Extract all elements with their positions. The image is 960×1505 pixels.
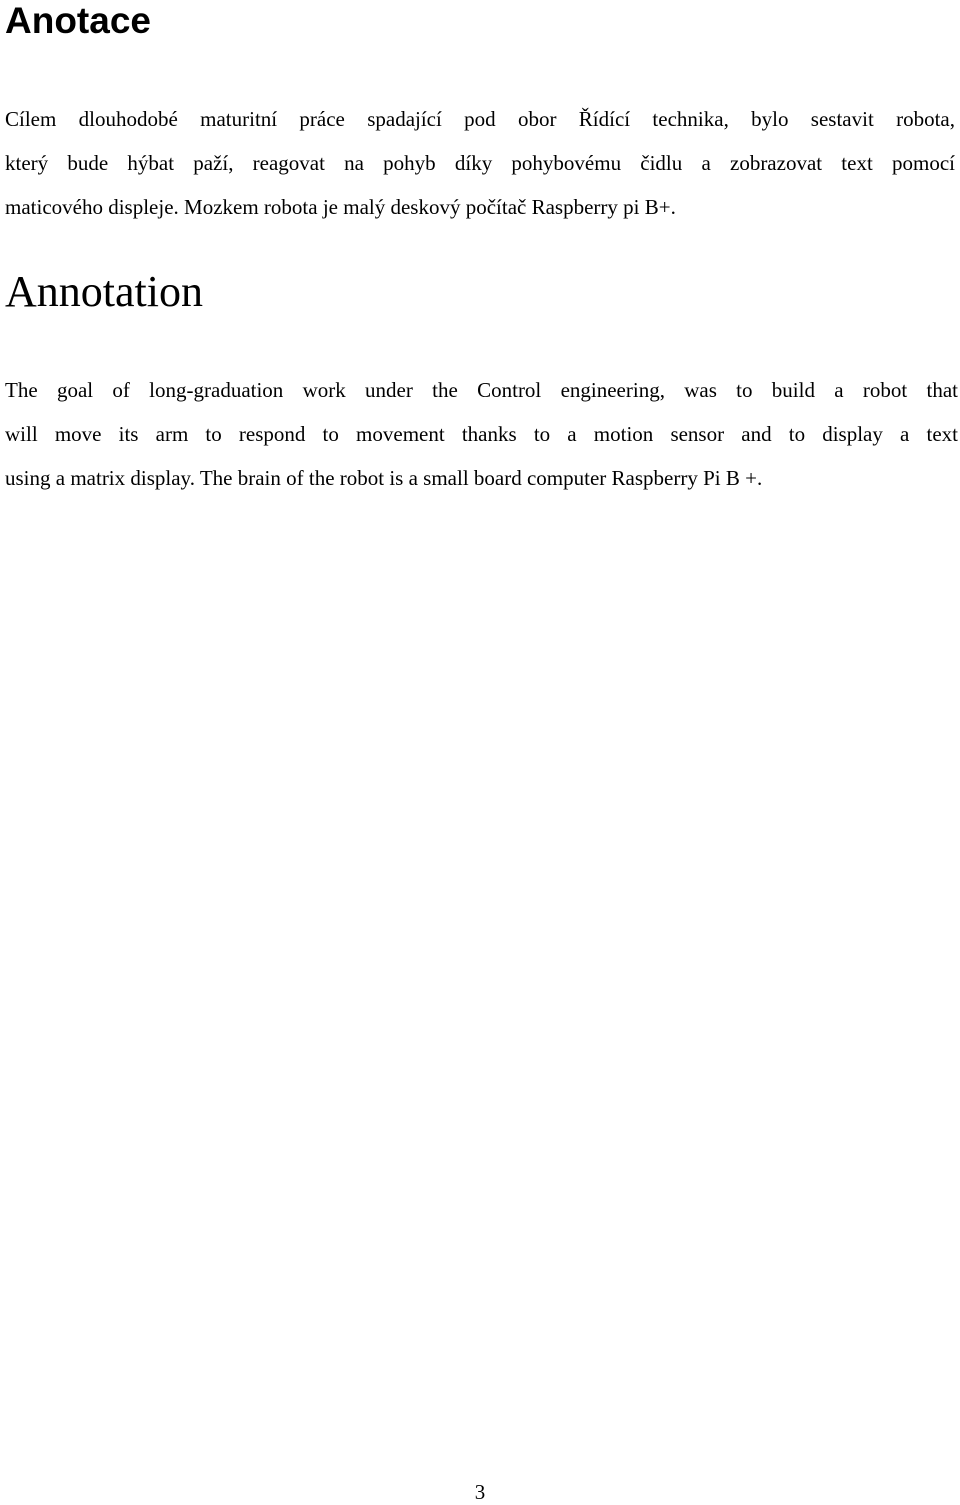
abstract-czech-line-1: Cílem dlouhodobé maturitní práce spadající pod obor Řídící technika, bylo sestavit robota, bbox=[5, 107, 955, 131]
abstract-czech bbox=[5, 97, 955, 229]
abstract-english-line-1: The goal of long-graduation work under the Control engineering, was to build a robot that bbox=[5, 378, 958, 402]
abstract-english-line-3: using a matrix display. The brain of the robot is a small board computer Raspberry Pi B +. bbox=[5, 466, 763, 490]
abstract-english bbox=[5, 368, 958, 500]
abstract-english-line-2: will move its arm to respond to movement thanks to a motion sensor and to display a text bbox=[5, 422, 958, 446]
page-number: 3 bbox=[474, 1480, 486, 1504]
heading-anotace: Anotace bbox=[5, 0, 151, 41]
abstract-czech-line-3: maticového displeje. Mozkem robota je malý deskový počítač Raspberry pi B+. bbox=[5, 195, 676, 219]
abstract-czech-line-2: který bude hýbat paží, reagovat na pohyb díky pohybovému čidlu a zobrazovat text pomocí bbox=[5, 151, 955, 175]
heading-annotation: Annotation bbox=[5, 267, 203, 316]
